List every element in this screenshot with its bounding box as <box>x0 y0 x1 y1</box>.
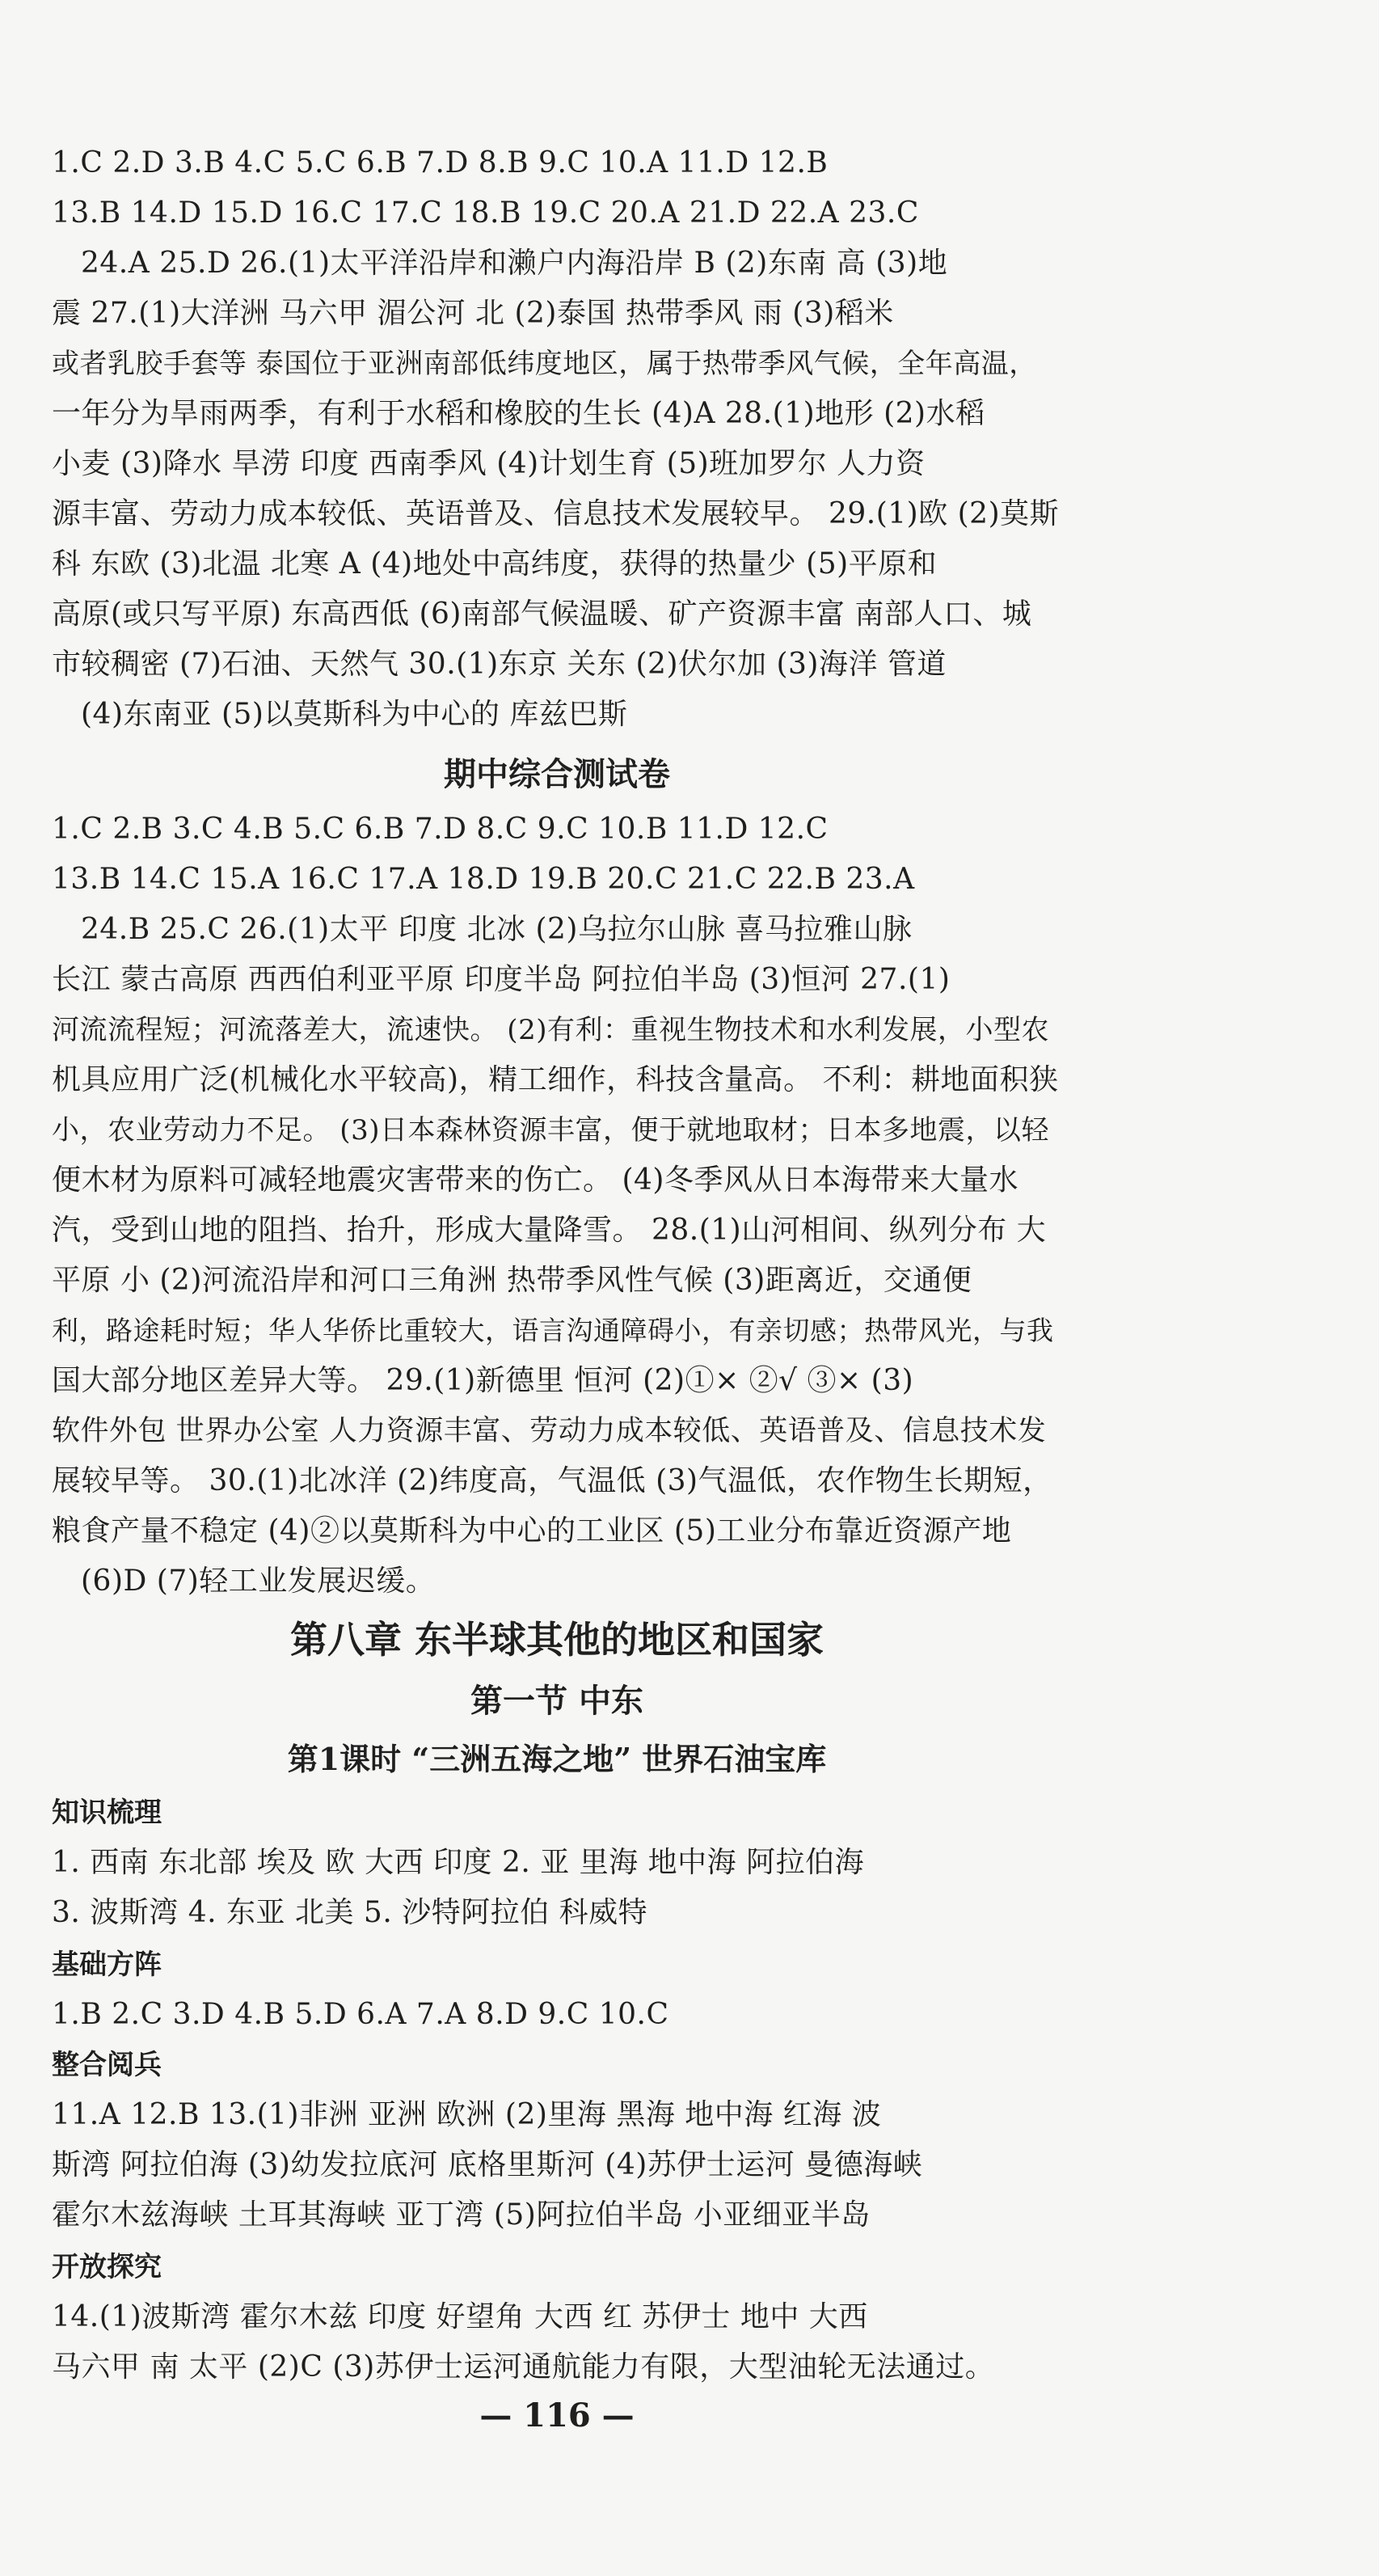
text-line: 1.C 2.D 3.B 4.C 5.C 6.B 7.D 8.B 9.C 10.A 11.D 12.B <box>52 146 829 179</box>
text-line: 24.A 25.D 26.(1)太平洋沿岸和濑户内海沿岸 B (2)东南 高 (3)地 <box>81 247 948 280</box>
text-line: (6)D (7)轻工业发展迟缓。 <box>81 1565 436 1598</box>
text-line: 汽，受到山地的阻挡、抬升，形成大量降雪。 28.(1)山河相间、纵列分布 大 <box>52 1214 1047 1247</box>
text-line: 一年分为旱雨两季，有利于水稻和橡胶的生长 (4)A 28.(1)地形 (2)水稻 <box>52 397 985 430</box>
text-line: 1. 西南 东北部 埃及 欧 大西 印度 2. 亚 里海 地中海 阿拉伯海 <box>52 1846 865 1879</box>
text-line: 国大部分地区差异大等。 29.(1)新德里 恒河 (2)①× ②√ ③× (3) <box>52 1364 914 1397</box>
text-line: 便木材为原料可减轻地震灾害带来的伤亡。 (4)冬季风从日本海带来大量水 <box>52 1163 1018 1197</box>
text-line: 小麦 (3)降水 旱涝 印度 西南季风 (4)计划生育 (5)班加罗尔 人力资 <box>52 447 926 480</box>
heading-zhenghe: 整合阅兵 <box>52 2049 162 2081</box>
text-line: 高原(或只写平原) 东高西低 (6)南部气候温暖、矿产资源丰富 南部人口、城 <box>52 598 1032 631</box>
text-line: (4)东南亚 (5)以莫斯科为中心的 库兹巴斯 <box>81 698 628 731</box>
text-line: 机具应用广泛(机械化水平较高)，精工细作，科技含量高。 不利：耕地面积狭 <box>52 1063 1059 1096</box>
text-line: 3. 波斯湾 4. 东亚 北美 5. 沙特阿拉伯 科威特 <box>52 1896 648 1929</box>
text-line: 科 东欧 (3)北温 北寒 A (4)地处中高纬度，获得的热量少 (5)平原和 <box>52 547 938 581</box>
text-line: 平原 小 (2)河流沿岸和河口三角洲 热带季风性气候 (3)距离近，交通便 <box>52 1264 972 1297</box>
text-line: 11.A 12.B 13.(1)非洲 亚洲 欧洲 (2)里海 黑海 地中海 红海 波 <box>52 2098 882 2131</box>
text-line: 展较早等。 30.(1)北冰洋 (2)纬度高，气温低 (3)气温低，农作物生长期短， <box>52 1464 1052 1497</box>
text-line: 14.(1)波斯湾 霍尔木兹 印度 好望角 大西 红 苏伊士 地中 大西 <box>52 2300 868 2333</box>
text-line: 马六甲 南 太平 (2)C (3)苏伊士运河通航能力有限，大型油轮无法通过。 <box>52 2350 995 2384</box>
text-line: 利，路途耗时短；华人华侨比重较大，语言沟通障碍小，有亲切感；热带风光，与我 <box>52 1315 1054 1346</box>
midterm-title: 期中综合测试卷 <box>444 755 670 793</box>
heading-zhishi: 知识梳理 <box>52 1797 162 1829</box>
text-line: 斯湾 阿拉伯海 (3)幼发拉底河 底格里斯河 (4)苏伊士运河 曼德海峡 <box>52 2148 923 2181</box>
text-line: 震 27.(1)大洋洲 马六甲 湄公河 北 (2)泰国 热带季风 雨 (3)稻米 <box>52 297 894 330</box>
heading-jichu: 基础方阵 <box>52 1949 162 1981</box>
text-line: 软件外包 世界办公室 人力资源丰富、劳动力成本较低、英语普及、信息技术发 <box>52 1415 1047 1447</box>
text-line: 霍尔木兹海峡 土耳其海峡 亚丁湾 (5)阿拉伯半岛 小亚细亚半岛 <box>52 2198 871 2232</box>
text-line: 市较稠密 (7)石油、天然气 30.(1)东京 关东 (2)伏尔加 (3)海洋 管道 <box>52 648 947 681</box>
text-line: 24.B 25.C 26.(1)太平 印度 北冰 (2)乌拉尔山脉 喜马拉雅山脉 <box>81 913 913 946</box>
text-line: 1.B 2.C 3.D 4.B 5.D 6.A 7.A 8.D 9.C 10.C <box>52 1998 669 2031</box>
lesson-title: 第1课时 “三洲五海之地” 世界石油宝库 <box>287 1741 827 1777</box>
text-line: 河流流程短；河流落差大，流速快。 (2)有利：重视生物技术和水利发展，小型农 <box>52 1014 1049 1046</box>
section-title: 第一节 中东 <box>470 1682 643 1720</box>
heading-kaifang: 开放探究 <box>52 2251 162 2283</box>
chapter-title: 第八章 东半球其他的地区和国家 <box>289 1618 824 1662</box>
text-line: 小，农业劳动力不足。 (3)日本森林资源丰富，便于就地取材；日本多地震，以轻 <box>52 1114 1049 1147</box>
text-line: 源丰富、劳动力成本较低、英语普及、信息技术发展较早。 29.(1)欧 (2)莫斯 <box>52 497 1060 530</box>
text-line: 长江 蒙古高原 西西伯利亚平原 印度半岛 阿拉伯半岛 (3)恒河 27.(1) <box>52 963 951 996</box>
text-line: 或者乳胶手套等 泰国位于亚洲南部低纬度地区，属于热带季风气候，全年高温， <box>52 348 1037 380</box>
text-line: 粮食产量不稳定 (4)②以莫斯科为中心的工业区 (5)工业分布靠近资源产地 <box>52 1514 1012 1548</box>
text-line: 13.B 14.C 15.A 16.C 17.A 18.D 19.B 20.C 21.C 22.B 23.A <box>52 863 915 896</box>
text-line: 13.B 14.D 15.D 16.C 17.C 18.B 19.C 20.A 21.D 22.A 23.C <box>52 196 919 230</box>
page-number: — 116 — <box>479 2397 635 2435</box>
text-line: 1.C 2.B 3.C 4.B 5.C 6.B 7.D 8.C 9.C 10.B 11.D 12.C <box>52 813 829 846</box>
